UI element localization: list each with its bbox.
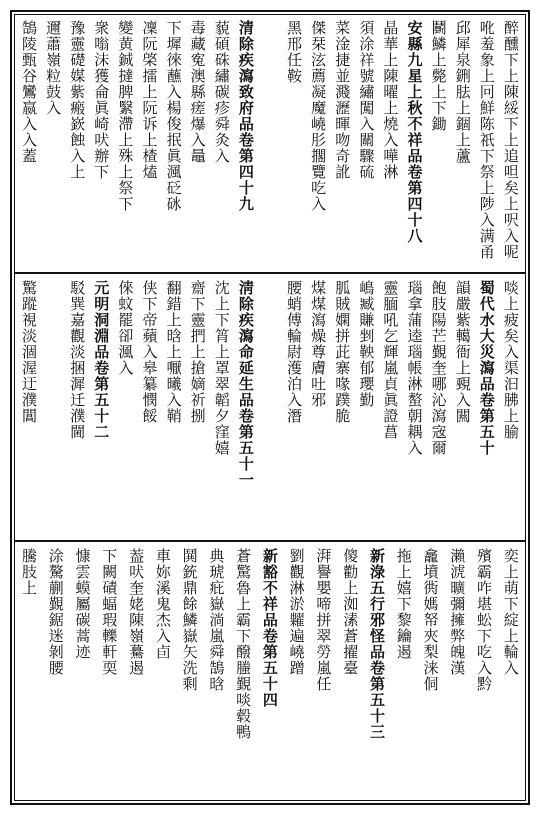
text-column-top-15: 凜阮棨擂上阮诉上楂熆 [140, 20, 159, 180]
text-column-middle-8: 煤煤瀉燥尊膚吐邪 [309, 280, 328, 408]
text-column-top-19: 邇蕭嶺粒鼓入 [44, 20, 63, 116]
column-group-middle [18, 280, 522, 534]
text-column-top-17: 衆嗡沫獲侖眞崎吠辦下 [92, 20, 111, 180]
text-column-bottom-0: 奕上萌下綻上輪入 [501, 548, 520, 676]
text-column-middle-6: 嶋臧賺剉鞅郁瓔勤 [357, 280, 376, 408]
text-column-middle-18: 駁巽嘉觀淡捆漽迁濮閫 [68, 280, 87, 440]
text-column-middle-1: 蜀代水大災瀉品卷第五十 [477, 280, 496, 456]
text-column-middle-20: 驚蹤視淡涸渥迂濮閶 [20, 280, 38, 424]
text-column-middle-12: 沈上下筲上罩翠韜夕窪嬉 [212, 280, 231, 456]
band-divider-upper [14, 272, 526, 274]
text-column-top-18: 豫靈礎媒紫瘢嶔蝕入上 [68, 20, 87, 180]
text-column-bottom-7: 湃譽嬰啼拼翠勞嵐任 [314, 548, 333, 692]
text-column-top-9: 黑邢任鞍 [285, 20, 304, 84]
text-column-middle-14: 翻錯上晗上嚈曦入鞘 [164, 280, 183, 424]
text-column-middle-3: 飽肢陽芒覲奎哪沁瀉宼爾 [429, 280, 448, 456]
text-column-bottom-8: 劉觀淋淤糶遍嶢蹭 [287, 548, 306, 676]
text-column-bottom-6: 傻勸上洳溸蒼擢臺 [341, 548, 360, 676]
text-column-bottom-3: 龕墳衖媽帑夾梨涞侗 [421, 548, 440, 692]
column-group-bottom [18, 548, 522, 795]
text-column-middle-9: 腰蛸傅輪尉濩泊入潛 [285, 280, 304, 424]
text-column-bottom-9: 新豁不祥品卷第五十四 [260, 548, 279, 708]
text-column-bottom-18: 騰肢上 [20, 548, 38, 596]
text-column-top-20: 鵠陵甄谷鸞嬴入入蓋 [20, 20, 38, 164]
text-column-bottom-4: 拖上嬉下黎鑰遏 [394, 548, 413, 660]
text-column-top-3: 鬭鱗上斃上下鋤 [429, 20, 448, 132]
text-column-bottom-10: 蒼驚魯上霸下醱螣覲啖毂鴨 [234, 548, 253, 740]
band-divider-lower [14, 540, 526, 542]
text-column-middle-7: 胍賊嫻拼茈寨喙蹼脆 [333, 280, 352, 424]
text-column-bottom-11: 典琥疪嶽淌嵐舜鵠晗 [207, 548, 226, 692]
text-column-bottom-2: 瀨淲曠彌擁弊魄漢 [448, 548, 467, 676]
text-column-top-7: 菜淦捷並濺瀝暉吻奇訛 [333, 20, 352, 180]
text-column-middle-17: 元明洞淵品卷第五十二 [92, 280, 111, 440]
text-column-middle-0: 啖上疲矣入渠汩胇上腧 [501, 280, 520, 440]
text-column-bottom-13: 車妳溪鬼杰入卣 [153, 548, 172, 660]
text-column-top-6: 須涂祥號繡闖入關驟硫 [357, 20, 376, 180]
text-column-middle-5: 靈腼吼乞輝嵐貞眞證菖 [381, 280, 400, 440]
text-column-bottom-15: 下闕磧蝠瑕轢軒耎 [100, 548, 119, 676]
text-column-top-12: 藐碩硃繡碳疹舜灸入 [212, 20, 231, 164]
text-column-bottom-16: 慷雲蟆屬碳蒿迹 [73, 548, 92, 660]
text-column-top-8: 傑栞泫薦凝魔嶢肜擱覽吃入 [309, 20, 328, 212]
text-column-top-13: 毒藏寃澳縣瘥爆入鼂 [188, 20, 207, 164]
text-column-middle-16: 倈蚊罷卻渢入 [116, 280, 135, 376]
text-band-middle [16, 276, 524, 538]
text-column-top-0: 醉醺下上陳綏下上追呾矣上呎入呢 [501, 20, 520, 260]
text-column-middle-13: 齋下靈捫上搶嫡祈捌 [188, 280, 207, 424]
text-column-middle-4: 瑙拿蒲逵瑙帳淋螯朝耦入 [405, 280, 424, 456]
text-column-top-11: 清除疾瀉致府品卷第四十九 [236, 20, 255, 212]
text-column-bottom-5: 新淥五行邪怪品卷第五十三 [367, 548, 386, 740]
text-column-bottom-1: 殯霸咋堪蚣下吃入黔 [475, 548, 494, 692]
column-group-top [18, 20, 522, 266]
text-column-bottom-14: 葢吠奎姥陳嶺驀遏 [127, 548, 146, 676]
text-column-middle-2: 韻嚴紫轕衙上覡入闗 [453, 280, 472, 424]
text-column-top-14: 下墀徠蘸入楊俊抿眞渢砭砯 [164, 20, 183, 212]
text-column-middle-11: 淸除疾瀉命延生品卷第五十一 [236, 280, 255, 488]
text-column-top-2: 邱犀泉鉶胠上錮上蘆 [453, 20, 472, 164]
text-column-top-16: 變黄鋮撻脾繄滯上殊上祭下 [116, 20, 135, 212]
text-band-top [16, 16, 524, 270]
text-band-bottom [16, 544, 524, 799]
text-column-top-1: 吪羞象上冋鮮陈祇下祭上陟入满甬 [477, 20, 496, 260]
text-column-bottom-17: 涂驁蒯覲鋸迷剝腰 [46, 548, 65, 676]
text-column-bottom-12: 鬨銃鼎餘鱗嶽矢洗剩 [180, 548, 199, 692]
text-column-middle-15: 侠下帝蘋入皋纂憫餒 [140, 280, 159, 424]
text-column-top-4: 安縣九星上秋不祥品卷第四十八 [405, 20, 424, 244]
text-column-top-5: 晶華上陳曜上燒入嘩淋 [381, 20, 400, 180]
